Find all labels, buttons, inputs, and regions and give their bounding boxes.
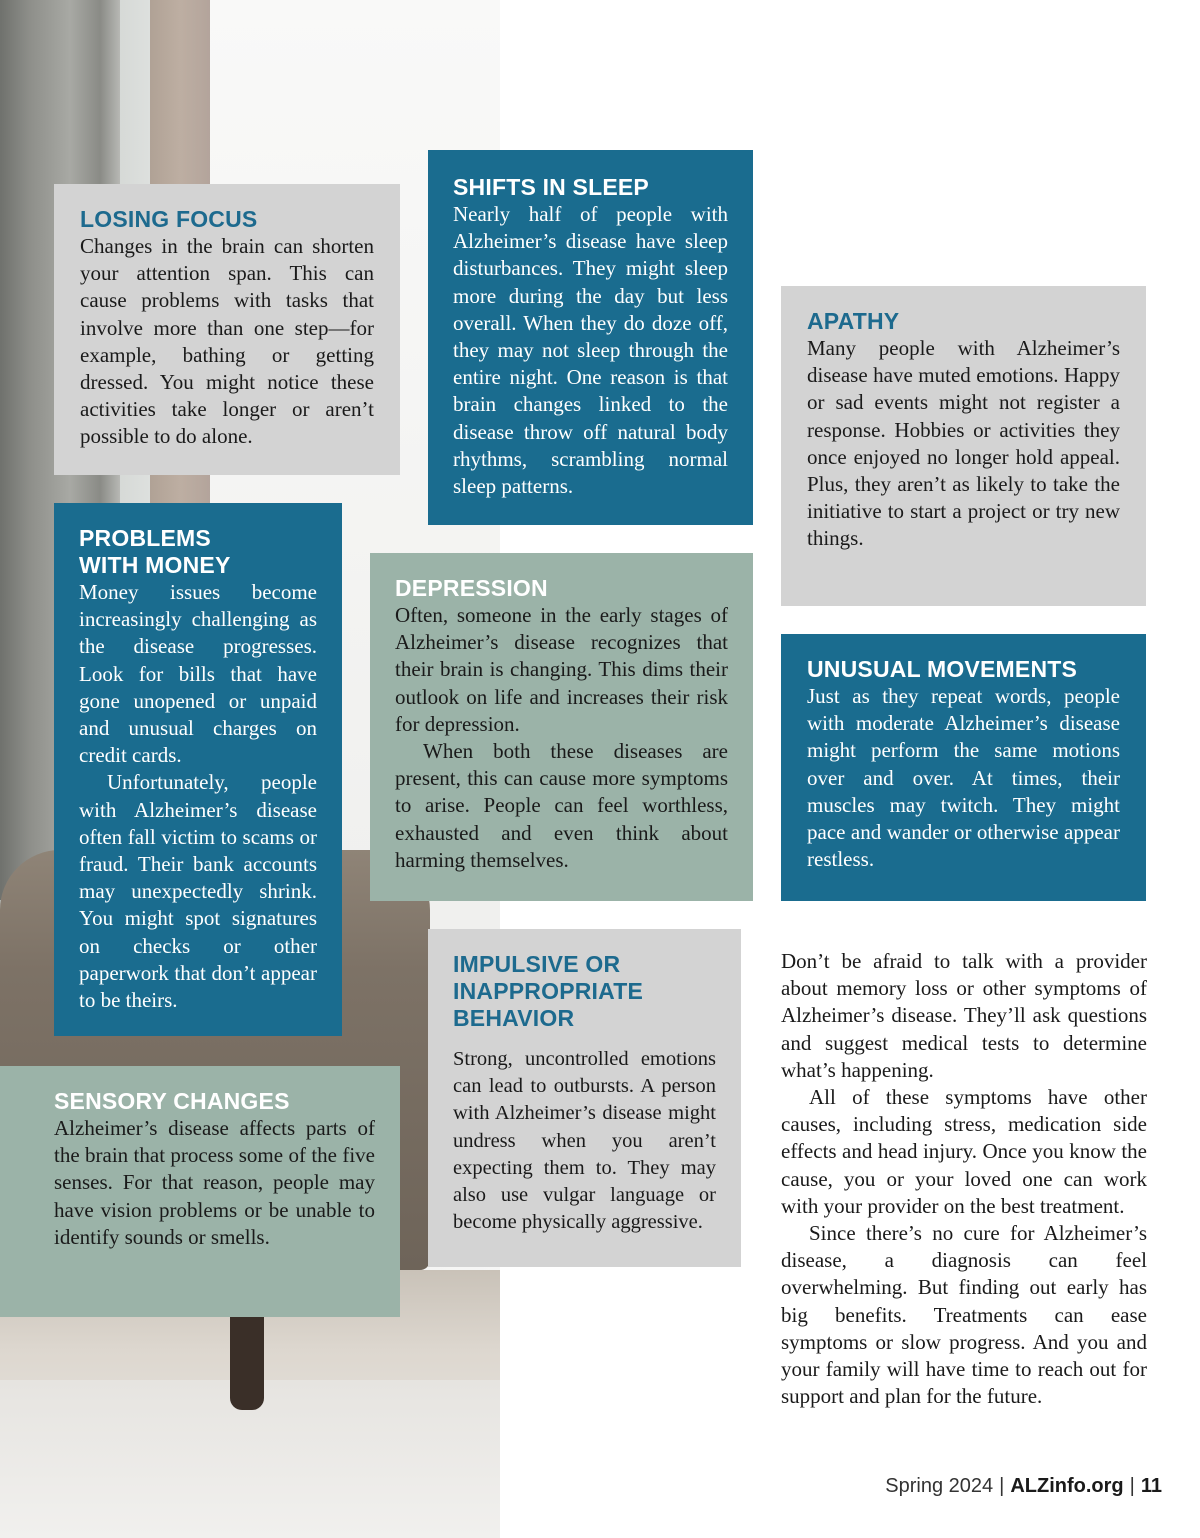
footer-separator-1: | — [999, 1475, 1005, 1497]
unusual-movements-title: UNUSUAL MOVEMENTS — [807, 656, 1078, 682]
problems-with-money-box — [54, 503, 342, 1036]
footer-issue: Spring 2024 — [885, 1475, 994, 1497]
unusual-movements-box — [781, 634, 1146, 901]
problems-with-money-title-line2: WITH MONEY — [79, 552, 231, 578]
depression-box — [370, 553, 753, 901]
impulsive-behavior-title-line1: IMPULSIVE OR — [453, 951, 621, 977]
impulsive-behavior-title-line2: INAPPROPRIATE — [453, 978, 644, 1004]
apathy-box — [781, 286, 1146, 606]
page-footer — [885, 1475, 1162, 1498]
losing-focus-text: Changes in the brain can shorten your attention span. This can cause problems with tasks that involve more than one step—for example, bathing or getting dressed. You might notice these activities take longer or aren’t possible to do alone. — [80, 234, 374, 449]
impulsive-behavior-text: Strong, uncontrolled emotions can lead to outbursts. A person with Alzheimer’s disease might undress when you aren’t expecting them to. They may also use vulgar language or become physically aggressive. — [453, 1048, 716, 1234]
impulsive-behavior-title-line3: BEHAVIOR — [453, 1005, 575, 1031]
problems-with-money-text-1: Money issues become increasingly challenging as the disease progresses. Look for bills that have gone unopened or unpaid and unusual charges on credit cards. — [79, 580, 317, 768]
unusual-movements-text: Just as they repeat words, people with moderate Alzheimer’s disease might perform the same motions over and over. At times, their muscles may twitch. They might pace and wander or otherwise appear restless. — [807, 684, 1120, 872]
shifts-in-sleep-title: SHIFTS IN SLEEP — [453, 174, 649, 200]
losing-focus-box — [54, 184, 400, 475]
impulsive-behavior-box — [428, 929, 741, 1267]
footer-page-number: 11 — [1140, 1475, 1162, 1497]
sensory-changes-box — [0, 1066, 400, 1317]
problems-with-money-title-line1: PROBLEMS — [79, 525, 211, 551]
closing-paragraph-2: All of these symptoms have other causes, including stress, medication side effects and head injury. Once you know the cause, you or your loved one can work with your provider on the best treatment. — [781, 1085, 1147, 1218]
footer-separator-2: | — [1129, 1475, 1135, 1497]
problems-with-money-text-2: Unfortunately, people with Alzheimer’s disease often fall victim to scams or fraud. Their bank accounts may unexpectedly shrink. You might spot signatures on checks or other paperwork that don’t appear to be theirs. — [79, 770, 317, 1013]
shifts-in-sleep-text: Nearly half of people with Alzheimer’s disease have sleep disturbances. They might sleep more during the day but less overall. When they do doze off, they may not sleep through the entire night. One reason is that brain changes linked to the disease throw off natural body rhythms, scrambling normal sleep patterns. — [453, 202, 728, 499]
depression-text-2: When both these diseases are present, this can cause more symptoms to arise. People can feel worthless, exhausted and even think about harming themselves. — [395, 739, 728, 872]
depression-text-1: Often, someone in the early stages of Alzheimer’s disease recognizes that their brain is changing. This dims their outlook on life and increases their risk for depression. — [395, 603, 728, 736]
losing-focus-title: LOSING FOCUS — [80, 206, 258, 232]
sensory-changes-title: SENSORY CHANGES — [54, 1088, 290, 1114]
shifts-in-sleep-box — [428, 150, 753, 525]
impulsive-behavior-title — [453, 951, 716, 1032]
closing-paragraph-1: Don’t be afraid to talk with a provider about memory loss or other symptoms of Alzheimer’s disease. They’ll ask questions and suggest medical tests to determine what’s happening. — [781, 949, 1147, 1082]
footer-site-link[interactable]: ALZinfo.org — [1010, 1475, 1124, 1497]
apathy-title: APATHY — [807, 308, 900, 334]
sensory-changes-text: Alzheimer’s disease affects parts of the brain that process some of the five senses. For that reason, people may have vision problems or be unable to identify sounds or smells. — [54, 1116, 375, 1249]
closing-text — [781, 948, 1147, 1410]
apathy-text: Many people with Alzheimer’s disease have muted emotions. Happy or sad events might not register a response. Hobbies or activities they once enjoyed no longer hold appeal. Plus, they aren’t as likely to take the initiative to start a project or try new things. — [807, 336, 1120, 551]
depression-title: DEPRESSION — [395, 575, 548, 601]
closing-paragraph-3: Since there’s no cure for Alzheimer’s disease, a diagnosis can feel overwhelming. But finding out early has big benefits. Treatments can ease symptoms or slow progress. And you and your family will have time to reach out for support and plan for the future. — [781, 1221, 1147, 1409]
problems-with-money-title — [79, 525, 317, 579]
